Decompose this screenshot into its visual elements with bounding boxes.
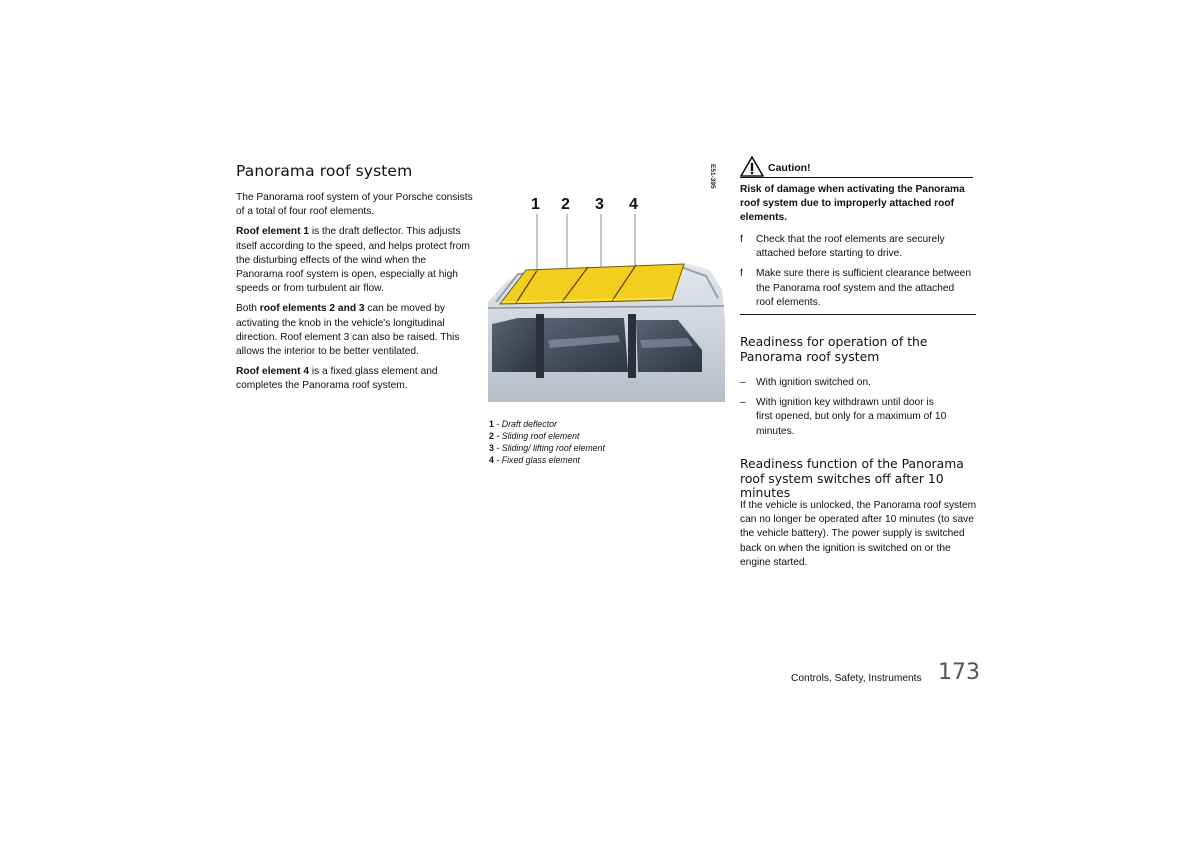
caution-item-2 [740, 267, 972, 310]
readiness-off-text: If the vehicle is unlocked, the Panorama roof system can no longer be operated after 10 minutes (to save the vehicle battery). The power supply is switched back on when the ignition is switched on or the engine started. [740, 500, 977, 568]
c-pillar [628, 314, 636, 378]
readiness-item-2 [740, 396, 951, 439]
readiness-list [740, 376, 972, 445]
caption-3: 3 - Sliding/ lifting roof element [489, 443, 605, 453]
caption-2: 2 - Sliding roof element [489, 431, 580, 441]
front-window [492, 318, 536, 372]
readiness-bullet-2: – [740, 397, 746, 409]
roof-element-4-label: Roof element 4 [236, 366, 310, 378]
roof-element-4-text: is a fixed glass element and completes the Panorama roof system. [236, 366, 438, 392]
readiness-bullet-1: – [740, 377, 746, 388]
figure-code: E51-395 [709, 164, 716, 189]
caution-list [740, 233, 972, 316]
car-roof-drawing [488, 190, 725, 402]
caution-item-1-text: Check that the roof elements are securely attached before starting to drive. [756, 234, 945, 260]
readiness-item-1-text: With ignition switched on. [756, 377, 871, 388]
roof-element-1-text: is the draft deflector. This adjusts itself according to the speed, and helps protect from the disturbing effects of the wind when the Panorama roof system is open, especially at high speeds or from turbulent air flow. [236, 226, 470, 295]
roof-elements-2-3-paragraph [236, 302, 474, 359]
intro-paragraph: The Panorama roof system of your Porsche consists of a total of four roof elements. [236, 192, 473, 218]
roof-elements-2-3-prefix: Both [236, 303, 260, 315]
roof-element-1-paragraph [236, 225, 474, 296]
b-pillar [536, 314, 544, 378]
callout-1: 1 [531, 196, 540, 213]
footer-section: Controls, Safety, Instruments [791, 673, 922, 684]
caution-rule [740, 314, 976, 315]
page-number: 173 [938, 660, 980, 685]
caution-item-2-text: Make sure there is sufficient clearance between the Panorama roof system and the attached roof elements. [756, 268, 971, 308]
roof-element-1-label: Roof element 1 [236, 226, 310, 238]
figure-captions [489, 418, 724, 466]
readiness-item-1 [740, 376, 972, 390]
caution-bullet-1: f [740, 234, 743, 245]
caution-label: Caution! [768, 162, 811, 174]
caution-headline: Risk of damage when activating the Panorama roof system due to improperly attached roof elements. [740, 184, 965, 224]
roof-elements-2-3-label: roof elements 2 and 3 [259, 303, 365, 315]
caution-item-1 [740, 233, 972, 261]
caution-header [740, 156, 973, 178]
caption-4: 4 - Fixed glass element [489, 455, 580, 465]
callout-2: 2 [561, 196, 570, 213]
callout-3: 3 [595, 196, 604, 213]
left-column-text [236, 191, 474, 400]
warning-icon [740, 156, 764, 177]
readiness-item-2-text: With ignition key withdrawn until door is first opened, but only for a maximum of 10 minutes. [756, 397, 947, 437]
callout-4: 4 [629, 196, 638, 213]
roof-element-4-paragraph [236, 365, 474, 393]
readiness-heading: Readiness for operation of the Panorama roof system [740, 334, 928, 364]
readiness-off-heading: Readiness function of the Panorama roof system switches off after 10 minutes [740, 456, 964, 500]
page-title: Panorama roof system [236, 162, 413, 180]
roof-illustration [488, 190, 725, 402]
caution-bullet-2: f [740, 268, 743, 280]
caption-1: 1 - Draft deflector [489, 419, 557, 429]
roof-elements-2-3-text: can be moved by activating the knob in the vehicle's longitudinal direction. Roof element 3 can also be raised. This allows the interior to be better ventilated. [236, 303, 460, 358]
